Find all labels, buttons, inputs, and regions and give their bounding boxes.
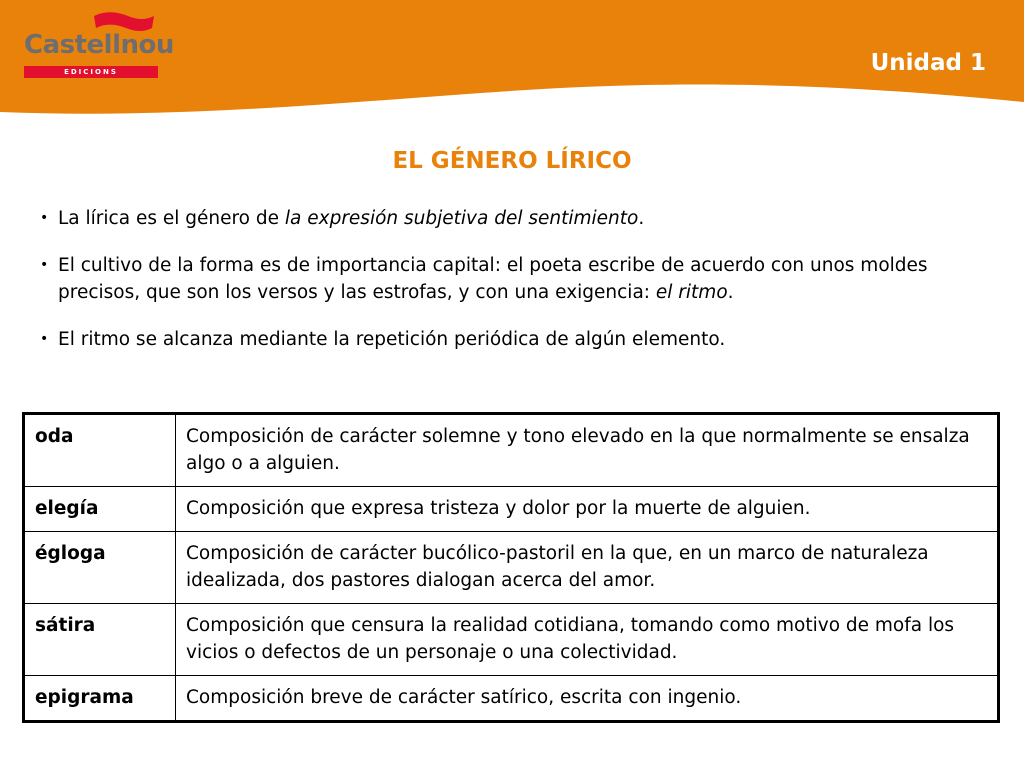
unit-label: Unidad 1: [870, 50, 986, 76]
table-row: [24, 532, 999, 604]
table-row: [24, 676, 999, 722]
bullet-tail: .: [727, 282, 734, 303]
bullet-item: [36, 205, 986, 232]
bullet-tail: .: [638, 208, 645, 229]
table-row: [24, 414, 999, 487]
publisher-logo: [22, 8, 174, 78]
term-cell: sátira: [24, 604, 176, 676]
definition-cell: Composición de carácter bucólico-pastoril en la que, en un marco de naturaleza idealizada, dos pastores dialogan acerca del amor.: [176, 532, 999, 604]
genres-table: [22, 412, 1000, 723]
bullet-emphasis: la expresión subjetiva del sentimiento: [284, 208, 639, 229]
term-cell: oda: [24, 414, 176, 487]
bullet-emphasis: el ritmo: [655, 282, 728, 303]
logo-subtitle: EDICIONS: [24, 66, 158, 78]
table-row: [24, 604, 999, 676]
bullet-text: El cultivo de la forma es de importancia capital: el poeta escribe de acuerdo con unos moldes precisos, que son los versos y las estrofas, y con una exigencia:: [58, 255, 928, 303]
definition-cell: Composición de carácter solemne y tono elevado en la que normalmente se ensalza algo o a alguien.: [176, 414, 999, 487]
bullet-text: El ritmo se alcanza mediante la repetición periódica de algún elemento.: [58, 329, 726, 350]
slide-title: EL GÉNERO LÍRICO: [392, 148, 632, 174]
definition-cell: Composición que expresa tristeza y dolor por la muerte de alguien.: [176, 487, 999, 532]
term-cell: elegía: [24, 487, 176, 532]
bullet-text: La lírica es el género de: [58, 208, 285, 229]
table-row: [24, 487, 999, 532]
bullet-dot: •: [40, 331, 49, 347]
logo-name: Castellnou: [24, 30, 174, 60]
bullet-dot: •: [40, 210, 49, 226]
term-cell: epigrama: [24, 676, 176, 722]
definition-cell: Composición que censura la realidad cotidiana, tomando como motivo de mofa los vicios o defectos de un personaje o una colectividad.: [176, 604, 999, 676]
bullet-list: [36, 205, 986, 373]
bullet-dot: •: [40, 257, 49, 273]
definition-cell: Composición breve de carácter satírico, escrita con ingenio.: [176, 676, 999, 722]
term-cell: égloga: [24, 532, 176, 604]
bullet-item: [36, 252, 986, 306]
bullet-item: [36, 326, 986, 353]
